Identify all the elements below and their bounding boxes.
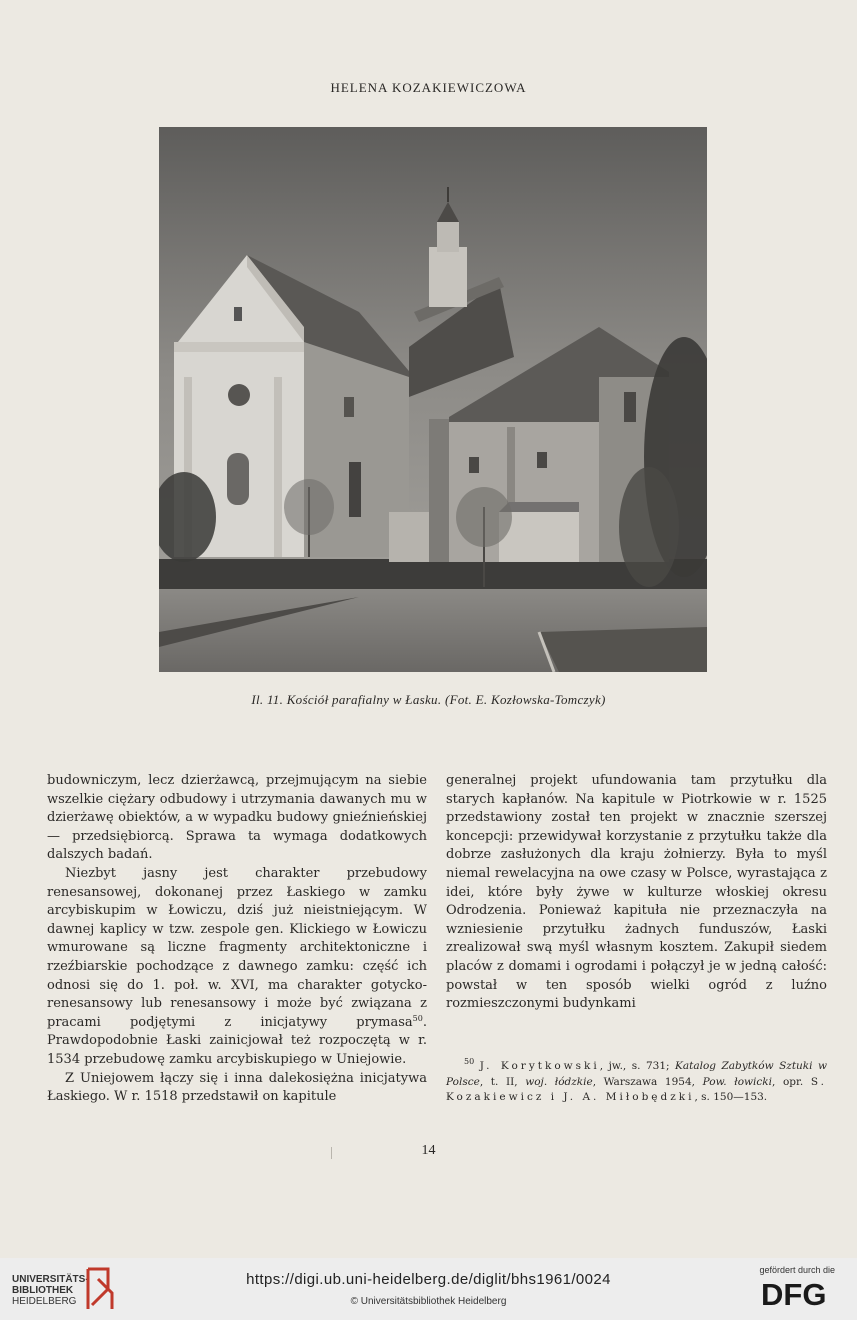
- viewer-footer: [0, 1258, 857, 1320]
- paragraph-text: Niezbyt jasny jest charakter przebudowy renesansowej, dokonanej przez Łaskiego w zamku arcybiskupim w Łowiczu, dziś już nieistniejącym. W dawnej kaplicy w tzw. zespole gen. Klickiego w Łowiczu wmurowane są liczne fragmenty architektoniczne i rzeźbiarskie pochodzące z dawnego zamku: część ich odnosi się do 1. poł. w. XVI, ma charakter gotycko-renesansowy lub renesansowy i może być związana z pracami podjętymi z inicjatywy prymasa: [47, 865, 427, 1030]
- running-head: HELENA KOZAKIEWICZOWA: [330, 80, 527, 95]
- footnote-number: 50: [464, 1057, 475, 1066]
- footnote-title: Katalog Zabytków Sztuki w Polsce: [446, 1060, 828, 1088]
- right-column: [446, 772, 827, 1014]
- footnote: [446, 1059, 827, 1106]
- paragraph: [47, 865, 427, 1070]
- footnote-author: J. Korytkowski: [479, 1060, 600, 1072]
- dfg-logo[interactable]: [761, 1277, 843, 1309]
- funding-label: gefördert durch die: [759, 1265, 835, 1275]
- footnote-authors: S. Kozakiewicz i J. A. Miłobędzki: [446, 1075, 827, 1103]
- dfg-logo-text: DFG: [761, 1277, 827, 1309]
- paragraph: Z Uniejowem łączy się i inna dalekosiężna inicjatywa Łaskiego. W r. 1518 przedstawił on kapitule: [47, 1070, 427, 1105]
- footnote-part: , Warszawa 1954,: [592, 1075, 703, 1088]
- footnote-part: , jw., s. 731;: [599, 1060, 676, 1072]
- church-photo: [159, 127, 707, 672]
- paragraph: generalnej projekt ufundowania tam przytułku dla starych kapłanów. Na kapitule w Piotrkowie w r. 1525 przedstawiony został ten projekt w znacznie szerszej koncepcji: przewidywał korzystanie z przytułku także dla dobrze zasłużonych dla kraju żołnierzy. Była to myśl niemal rewelacyjna na owe czasy w Polsce, wyrastająca z idei, które były żywe w kulturze włoskiej okresu Odrodzenia. Ponieważ kapituła nie przeznaczyła na wzniesienie przytułku żadnych funduszów, Łaski zrealizował swą myśl własnym kosztem. Zakupił siedem placów z domami i ogrodami i połączył je w jedną całość: powstał w ten sposób wielki ogród z luźno rozmieszczonymi budynkami: [446, 773, 827, 1012]
- left-column: [47, 772, 427, 1107]
- footnote-ref: 50: [412, 1013, 423, 1023]
- uni-line: BIBLIOTHEK: [12, 1285, 74, 1296]
- paragraph: budowniczym, lecz dzierżawcą, przejmującym na siebie wszelkie ciężary odbudowy i utrzymania dawanych mu w dzierżawę obiektów, a w wypadku budowy gnieźnieńskiej — przedsiębiorcą. Sprawa ta wymaga dodatkowych dalszych badań.: [47, 773, 427, 863]
- permalink-url[interactable]: https://digi.ub.uni-heidelberg.de/diglit/bhs1961/0024: [246, 1271, 611, 1288]
- uni-line: UNIVERSITÄTS-: [12, 1274, 89, 1285]
- footnote-part: , opr.: [771, 1075, 811, 1088]
- page-number: 14: [421, 1143, 436, 1158]
- paragraph-text: . Prawdopodobnie Łaski zainicjował też rozpoczętą w r. 1534 przebudowę zamku arcybiskupiego w Uniejowie.: [47, 1014, 427, 1067]
- footnote-text: [446, 1059, 827, 1106]
- footnote-part: , t. II,: [479, 1075, 526, 1088]
- uni-line: HEIDELBERG: [12, 1296, 77, 1307]
- footnote-region: woj. łódzkie: [525, 1075, 593, 1088]
- figure-caption: Il. 11. Kościół parafialny w Łasku. (Fot. E. Kozłowska-Tomczyk): [251, 692, 606, 707]
- copyright-text: © Universitätsbibliothek Heidelberg: [350, 1296, 507, 1307]
- footnote-part: , s. 150—153.: [694, 1091, 768, 1103]
- church-photo-drawing: [159, 127, 707, 672]
- footnote-county: Pow. łowicki: [702, 1075, 772, 1088]
